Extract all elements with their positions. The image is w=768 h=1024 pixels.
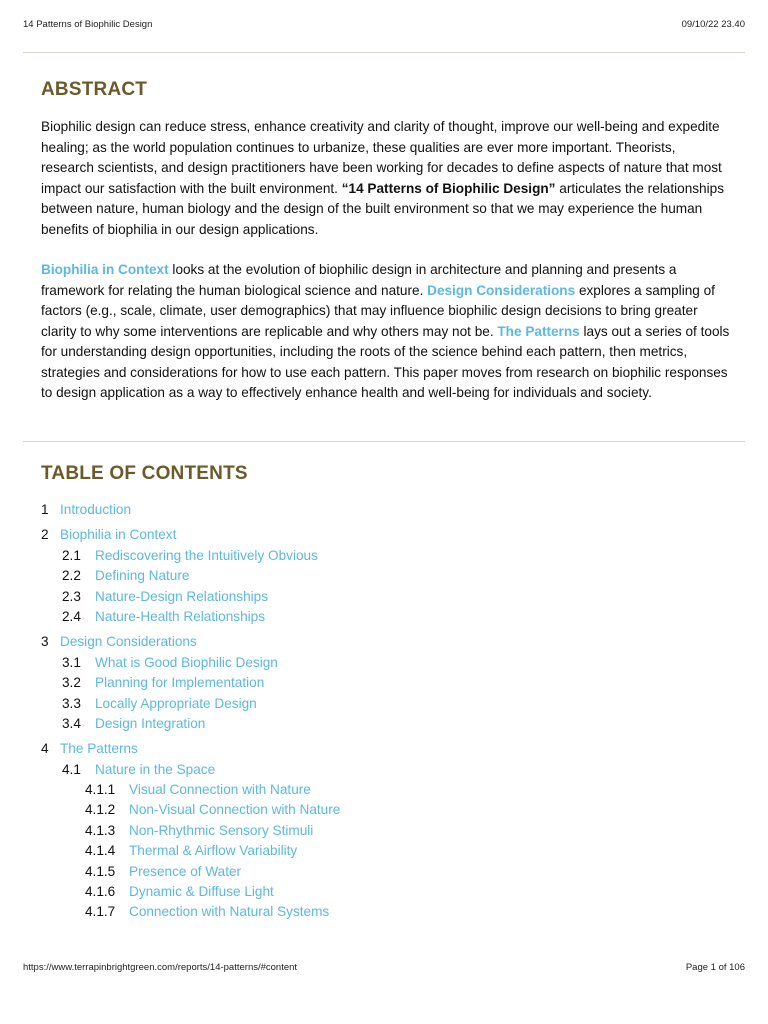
abstract-body — [41, 117, 731, 424]
toc-number: 3.4 — [62, 715, 81, 731]
toc-number: 2.3 — [62, 588, 81, 604]
toc-link[interactable]: Presence of Water — [129, 863, 242, 879]
toc-item[interactable] — [41, 882, 340, 902]
toc-link[interactable]: Connection with Natural Systems — [129, 904, 330, 920]
toc-number: 4.1.7 — [85, 904, 116, 920]
toc-item[interactable] — [41, 607, 340, 627]
abstract-text: Biophilic design can reduce stress, enhance creativity and clarity of thought, improve our well-being and expedite healing; as the world population continues to urbanize, these qualities are ever more important. Theorists, research scientists, and design practitioners have been working for decades to define aspects of nature that most impact our satisfaction with the built environment. — [41, 119, 722, 196]
page-url: https://www.terrapinbrightgreen.com/reports/14-patterns/#content — [23, 962, 298, 973]
toc-number: 4.1.3 — [85, 822, 116, 838]
toc-item[interactable] — [41, 546, 340, 566]
toc-link[interactable]: Non-Visual Connection with Nature — [129, 802, 341, 818]
toc-item[interactable] — [41, 714, 340, 734]
toc-item[interactable] — [41, 739, 340, 759]
toc-link[interactable]: Introduction — [60, 502, 132, 517]
toc-number: 2.1 — [62, 547, 81, 563]
link-biophilia-in-context[interactable]: Biophilia in Context — [41, 262, 169, 277]
toc-number: 4.1.4 — [85, 843, 116, 859]
table-of-contents — [41, 500, 340, 923]
toc-number: 3 — [41, 634, 49, 650]
divider — [23, 52, 745, 53]
toc-link[interactable]: Nature in the Space — [95, 761, 216, 777]
document-title: 14 Patterns of Biophilic Design — [23, 19, 153, 30]
toc-number: 3.1 — [62, 654, 81, 670]
toc-item[interactable] — [41, 902, 340, 922]
toc-number: 4.1.1 — [85, 782, 116, 798]
toc-link[interactable]: Dynamic & Diffuse Light — [129, 884, 274, 900]
toc-item[interactable] — [41, 862, 340, 882]
toc-number: 4.1 — [62, 761, 81, 777]
toc-link[interactable]: Planning for Implementation — [95, 675, 265, 691]
print-footer — [23, 962, 745, 973]
toc-link[interactable]: Thermal & Airflow Variability — [129, 843, 298, 859]
toc-item[interactable] — [41, 673, 340, 693]
toc-item[interactable] — [41, 780, 340, 800]
toc-item[interactable] — [41, 841, 340, 861]
toc-item[interactable] — [41, 694, 340, 714]
toc-number: 2.2 — [62, 568, 81, 584]
toc-link[interactable]: Nature-Design Relationships — [95, 588, 269, 604]
toc-link[interactable]: Locally Appropriate Design — [95, 695, 257, 711]
toc-heading: TABLE OF CONTENTS — [41, 463, 248, 484]
toc-item[interactable] — [41, 525, 340, 545]
divider — [23, 441, 745, 442]
abstract-heading: ABSTRACT — [41, 79, 148, 100]
toc-link[interactable]: The Patterns — [60, 741, 138, 757]
toc-number: 2 — [41, 527, 49, 543]
toc-item[interactable] — [41, 632, 340, 652]
toc-number: 3.2 — [62, 675, 81, 691]
toc-link[interactable]: Defining Nature — [95, 568, 190, 584]
toc-number: 1 — [41, 502, 49, 517]
toc-number: 3.3 — [62, 695, 81, 711]
abstract-text: articulates the relationships between nature, human biology and the design of the built environment so that we may experience the human benefits of biophilia in our design applications. — [41, 180, 724, 237]
abstract-paragraph-1 — [41, 117, 731, 240]
toc-link[interactable]: Rediscovering the Intuitively Obvious — [95, 547, 318, 563]
toc-item[interactable] — [41, 500, 340, 520]
toc-number: 4.1.2 — [85, 802, 116, 818]
toc-link[interactable]: Visual Connection with Nature — [129, 782, 311, 798]
toc-number: 2.4 — [62, 608, 81, 624]
toc-link[interactable]: Biophilia in Context — [60, 527, 177, 543]
toc-item[interactable] — [41, 800, 340, 820]
abstract-text: looks at the evolution of biophilic design in architecture and planning and presents a framework for relating the human biological science and nature. — [41, 262, 677, 298]
page-number: Page 1 of 106 — [685, 962, 745, 973]
toc-link[interactable]: Non-Rhythmic Sensory Stimuli — [129, 822, 314, 838]
report-title-bold: “14 Patterns of Biophilic Design” — [341, 180, 556, 196]
toc-item[interactable] — [41, 587, 340, 607]
toc-number: 4.1.6 — [85, 884, 116, 900]
toc-number: 4 — [41, 741, 49, 757]
toc-item[interactable] — [41, 821, 340, 841]
abstract-text: lays out a series of tools for understanding design opportunities, including the roots of the science behind each pattern, then metrics, strategies and considerations for how to use each pattern. This paper moves from research on biophilic responses to design application as a way to effectively enhance health and well-being for individuals and society. — [41, 323, 730, 400]
abstract-text: explores a sampling of factors (e.g., scale, climate, user demographics) that may influence biophilic design decisions to bring greater clarity to why some interventions are replicable and why others may not be. — [41, 282, 715, 339]
toc-item[interactable] — [41, 566, 340, 586]
toc-number: 4.1.5 — [85, 863, 116, 879]
toc-item[interactable] — [41, 653, 340, 673]
toc-link[interactable]: What is Good Biophilic Design — [95, 654, 278, 670]
print-datetime: 09/10/22 23.40 — [681, 19, 745, 30]
abstract-paragraph-2 — [41, 260, 731, 404]
toc-item[interactable] — [41, 760, 340, 780]
toc-link[interactable]: Nature-Health Relationships — [95, 608, 266, 624]
toc-link[interactable]: Design Integration — [95, 715, 206, 731]
link-design-considerations[interactable]: Design Considerations — [427, 282, 576, 298]
toc-link[interactable]: Design Considerations — [60, 634, 197, 650]
print-header — [23, 19, 745, 30]
link-the-patterns[interactable]: The Patterns — [497, 323, 580, 339]
